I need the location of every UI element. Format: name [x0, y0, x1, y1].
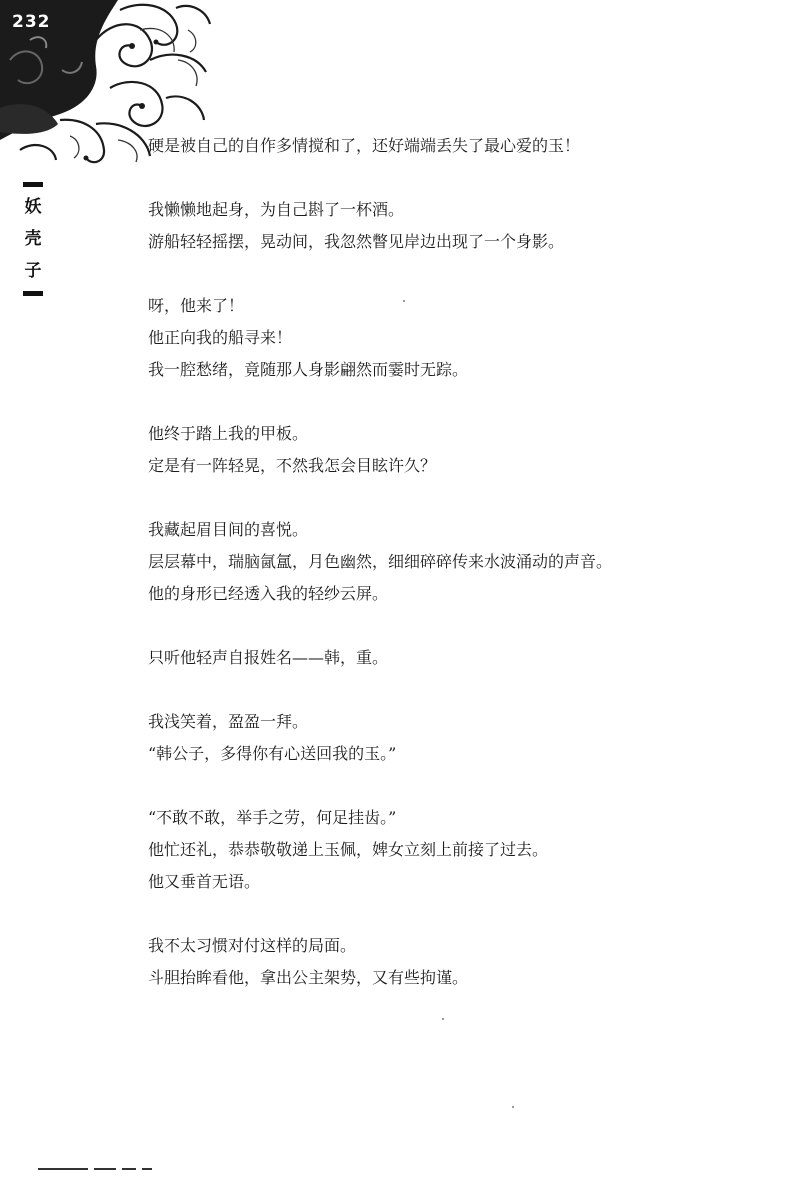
paragraph	[148, 642, 788, 674]
scan-speck	[512, 1106, 514, 1108]
paragraph	[148, 418, 788, 482]
text-line: 硬是被自己的自作多情搅和了，还好端端丢失了最心爱的玉！	[148, 136, 581, 155]
paragraph	[148, 130, 788, 162]
text-line: 他的身形已经透入我的轻纱云屏。	[148, 584, 389, 603]
title-bracket-top	[23, 182, 43, 187]
title-char: 壳	[24, 229, 42, 249]
title-char: 子	[24, 261, 42, 281]
text-line: 我一腔愁绪，竟随那人身影翩然而霎时无踪。	[148, 360, 469, 379]
page-number: 232	[12, 12, 51, 32]
scan-speck	[403, 300, 405, 302]
text-line: 他忙还礼，恭恭敬敬递上玉佩，婢女立刻上前接了过去。	[148, 840, 549, 859]
text-line: 我藏起眉目间的喜悦。	[148, 520, 309, 539]
text-line: 我不太习惯对付这样的局面。	[148, 936, 357, 955]
text-line: 定是有一阵轻晃，不然我怎会目眩许久？	[148, 456, 437, 475]
scan-speck	[442, 1018, 444, 1020]
text-line: 他又垂首无语。	[148, 872, 261, 891]
paragraph	[148, 802, 788, 898]
paragraph	[148, 514, 788, 610]
text-line: 我懒懒地起身，为自己斟了一杯酒。	[148, 200, 405, 219]
footer-rule	[38, 1168, 152, 1170]
title-bracket-bottom	[23, 291, 43, 296]
text-line: “韩公子，多得你有心送回我的玉。”	[148, 744, 397, 763]
text-line: 游船轻轻摇摆，晃动间，我忽然瞥见岸边出现了一个身影。	[148, 232, 565, 251]
text-line: 层层幕中，瑞脑氤氲，月色幽然，细细碎碎传来水波涌动的声音。	[148, 552, 613, 571]
paragraph	[148, 194, 788, 258]
book-title-vertical	[18, 178, 48, 300]
paragraph	[148, 290, 788, 386]
paragraph	[148, 706, 788, 770]
text-line: 只听他轻声自报姓名——韩，重。	[148, 648, 389, 667]
text-line: 我浅笑着，盈盈一拜。	[148, 712, 309, 731]
text-line: 呀，他来了！	[148, 296, 245, 315]
text-line: 斗胆抬眸看他，拿出公主架势，又有些拘谨。	[148, 968, 469, 987]
text-line: 他终于踏上我的甲板。	[148, 424, 309, 443]
text-line: 他正向我的船寻来！	[148, 328, 293, 347]
title-char: 妖	[24, 197, 42, 217]
text-line: “不敢不敢，举手之劳，何足挂齿。”	[148, 808, 397, 827]
body-text	[148, 130, 788, 1026]
paragraph	[148, 930, 788, 994]
